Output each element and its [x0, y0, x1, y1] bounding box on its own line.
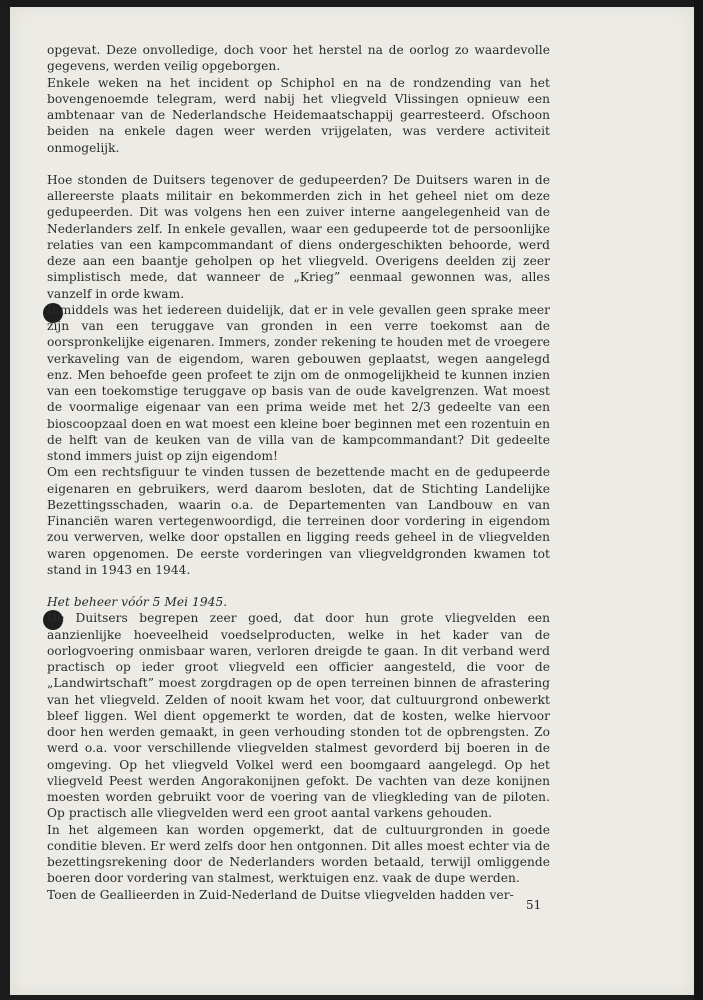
- paragraph: De Duitsers begrepen zeer goed, dat door hun grote vliegvelden een aanzienlijke hoeveelheid voedselproducten, welke in het kader van de oorlogvoering onmisbaar waren, verloren dreigde te gaan. In dit verband werd practisch op ieder groot vliegveld een officier aangesteld, die voor de „Landwirtschaft” moest zorgdragen op de open terreinen binnen de afrastering van het vliegveld. Zelden of nooit kwam het voor, dat cultuurgrond onbewerkt bleef liggen. Wel dient opgemerkt te worden, dat de kosten, welke hiervoor door hen werden gemaakt, in geen verhouding stonden tot de opbrengsten. Zo werd o.a. voor verschillende vliegvelden stalmest gevorderd bij boeren in de omgeving. Op het vliegveld Volkel werd een boomgaard aangelegd. Op het vliegveld Peest werden Angorakonijnen gefokt. De vachten van deze konijnen moesten worden gebruikt voor de voering van de vliegkleding van de piloten. Op practisch alle vliegvelden werd een groot aantal varkens gehouden.: [47, 611, 550, 821]
- paragraph: opgevat. Deze onvolledige, doch voor het herstel na de oorlog zo waardevolle gegevens, werden veilig opgeborgen.: [47, 43, 550, 74]
- paragraph: Inmiddels was het iedereen duidelijk, dat er in vele gevallen geen sprake meer zijn van een teruggave van gronden in een verre toekomst aan de oorspronkelijke eigenaren. Immers, zonder rekening te houden met de vroegere verkaveling van de eigendom, waren gebouwen geplaatst, wegen aangelegd enz. Men behoefde geen profeet te zijn om de onmogelijkheid te kunnen inzien van een toekomstige teruggave op basis van de oude kavelgrenzen. Wat moest de voormalige eigenaar van een prima weide met het 2/3 gedeelte van een bioscoopzaal doen en wat moest een kleine boer beginnen met een rozentuin en de helft van de keuken van de villa van de kampcommandant? Dit gedeelte stond immers juist op zijn eigendom!: [47, 302, 550, 463]
- section-heading: Het beheer vóór 5 Mei 1945.: [47, 595, 228, 609]
- paragraph: Om een rechtsfiguur te vinden tussen de bezettende macht en de gedupeerde eigenaren en gebruikers, werd daarom besloten, dat de Stichting Landelijke Bezettingsschaden, waarin o.a. de Departementen van Landbouw en van Financiën waren vertegenwoordigd, die terreinen door vordering in eigendom zou verwerven, welke door opstallen en ligging reeds geheel in de vliegvelden waren opgenomen. De eerste vorderingen van vliegveldgronden kwamen tot stand in 1943 en 1944.: [47, 465, 550, 577]
- paragraph: Hoe stonden de Duitsers tegenover de gedupeerden? De Duitsers waren in de allereerste plaats militair en bekommerden zich in het geheel niet om deze gedupeerden. Dit was volgens hen een zuiver interne aangelegenheid van de Nederlanders zelf. In enkele gevallen, waar een gedupeerde tot de persoonlijke relaties van een kampcommandant of diens ondergeschikten behoorde, werd deze aan een baantje geholpen op het vliegveld. Overigens deelden zij zeer simplistisch mede, dat wanneer de „Krieg” eenmaal gewonnen was, alles vanzelf in orde kwam.: [47, 172, 550, 301]
- scan-right-edge: [694, 0, 703, 1000]
- scan-top-edge: [0, 0, 703, 7]
- paragraph: Enkele weken na het incident op Schiphol en na de rondzending van het bovengenoemde telegram, werd nabij het vliegveld Vlissingen opnieuw een ambtenaar van de Nederlandsche Heidemaatschappij gearresteerd. Ofschoon beiden na enkele dagen weer werden vrijgelaten, was verdere activiteit onmogelijk.: [47, 75, 550, 155]
- paragraph: Toen de Geallieerden in Zuid-Nederland de Duitse vliegvelden hadden ver-: [47, 887, 514, 902]
- page-number: 51: [526, 898, 542, 912]
- body-text: [47, 42, 550, 903]
- paragraph: In het algemeen kan worden opgemerkt, dat de cultuurgronden in goede conditie bleven. Er werd zelfs door hen ontgonnen. Dit alles moest echter via de bezettingsrekening door de Nederlanders worden betaald, terwijl omliggende boeren door vordering van stalmest, werktuigen enz. vaak de dupe werden.: [47, 822, 550, 886]
